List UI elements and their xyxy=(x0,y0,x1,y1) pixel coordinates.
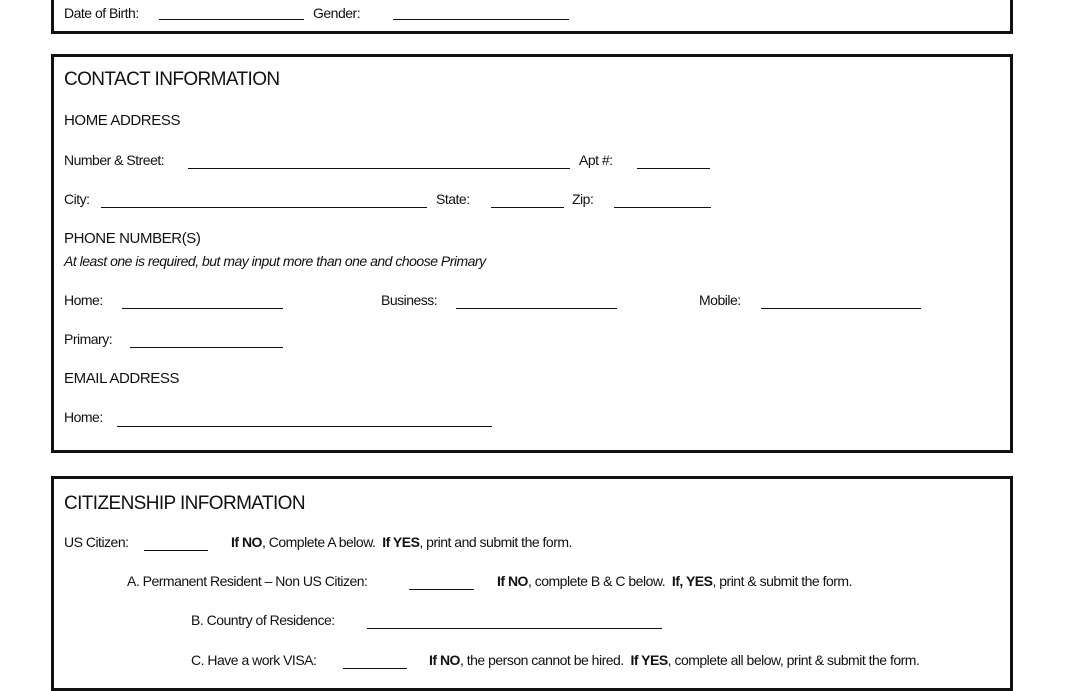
gender-label: Gender: xyxy=(313,5,361,21)
dob-field[interactable] xyxy=(159,19,304,20)
us-citizen-yes-text: , print and submit the form. xyxy=(419,534,572,550)
gender-field[interactable] xyxy=(393,19,569,20)
personal-info-section xyxy=(51,0,1013,34)
home-email-label: Home: xyxy=(64,409,103,425)
dob-label: Date of Birth: xyxy=(64,5,139,21)
us-citizen-if-no: If NO xyxy=(231,534,262,550)
home-address-heading: HOME ADDRESS xyxy=(64,112,181,129)
home-phone-label: Home: xyxy=(64,292,103,308)
us-citizen-if-yes: If YES xyxy=(382,534,420,550)
state-label: State: xyxy=(436,191,470,207)
us-citizen-instructions xyxy=(231,535,572,549)
mobile-phone-label: Mobile: xyxy=(699,292,741,308)
permanent-resident-instructions xyxy=(497,574,852,588)
state-field[interactable] xyxy=(491,207,564,208)
home-email-field[interactable] xyxy=(117,426,492,427)
home-phone-field[interactable] xyxy=(122,308,283,309)
us-citizen-field[interactable] xyxy=(144,550,208,551)
permanent-resident-field[interactable] xyxy=(409,589,474,590)
us-citizen-no-text: , Complete A below. xyxy=(261,534,376,550)
business-phone-field[interactable] xyxy=(456,308,617,309)
work-visa-yes-text: , complete all below, print & submit the form. xyxy=(667,652,920,668)
citizenship-section-title: CITIZENSHIP INFORMATION xyxy=(64,493,305,514)
us-citizen-label: US Citizen: xyxy=(64,534,129,550)
work-visa-label: C. Have a work VISA: xyxy=(191,652,317,668)
city-field[interactable] xyxy=(101,207,427,208)
work-visa-field[interactable] xyxy=(343,668,407,669)
permanent-resident-yes-text: , print & submit the form. xyxy=(712,573,852,589)
work-visa-instructions xyxy=(429,653,919,667)
apt-label: Apt #: xyxy=(579,152,613,168)
permanent-resident-if-yes: If, YES xyxy=(671,573,713,589)
phone-heading: PHONE NUMBER(S) xyxy=(64,230,201,247)
country-of-residence-field[interactable] xyxy=(367,628,662,629)
work-visa-if-no: If NO xyxy=(429,652,460,668)
permanent-resident-no-text: , complete B & C below. xyxy=(527,573,666,589)
work-visa-no-text: , the person cannot be hired. xyxy=(459,652,624,668)
email-heading: EMAIL ADDRESS xyxy=(64,370,180,387)
permanent-resident-if-no: If NO xyxy=(497,573,528,589)
zip-label: Zip: xyxy=(572,191,594,207)
business-phone-label: Business: xyxy=(381,292,438,308)
city-label: City: xyxy=(64,191,90,207)
zip-field[interactable] xyxy=(614,207,711,208)
primary-phone-field[interactable] xyxy=(130,347,283,348)
phone-requirement-note: At least one is required, but may input more than one and choose Primary xyxy=(64,253,486,269)
permanent-resident-label: A. Permanent Resident – Non US Citizen: xyxy=(127,573,368,589)
street-field[interactable] xyxy=(188,168,570,169)
primary-phone-label: Primary: xyxy=(64,331,113,347)
apt-field[interactable] xyxy=(637,168,710,169)
street-label: Number & Street: xyxy=(64,152,165,168)
country-of-residence-label: B. Country of Residence: xyxy=(191,612,335,628)
work-visa-if-yes: If YES xyxy=(630,652,668,668)
mobile-phone-field[interactable] xyxy=(761,308,921,309)
contact-section-title: CONTACT INFORMATION xyxy=(64,69,280,90)
